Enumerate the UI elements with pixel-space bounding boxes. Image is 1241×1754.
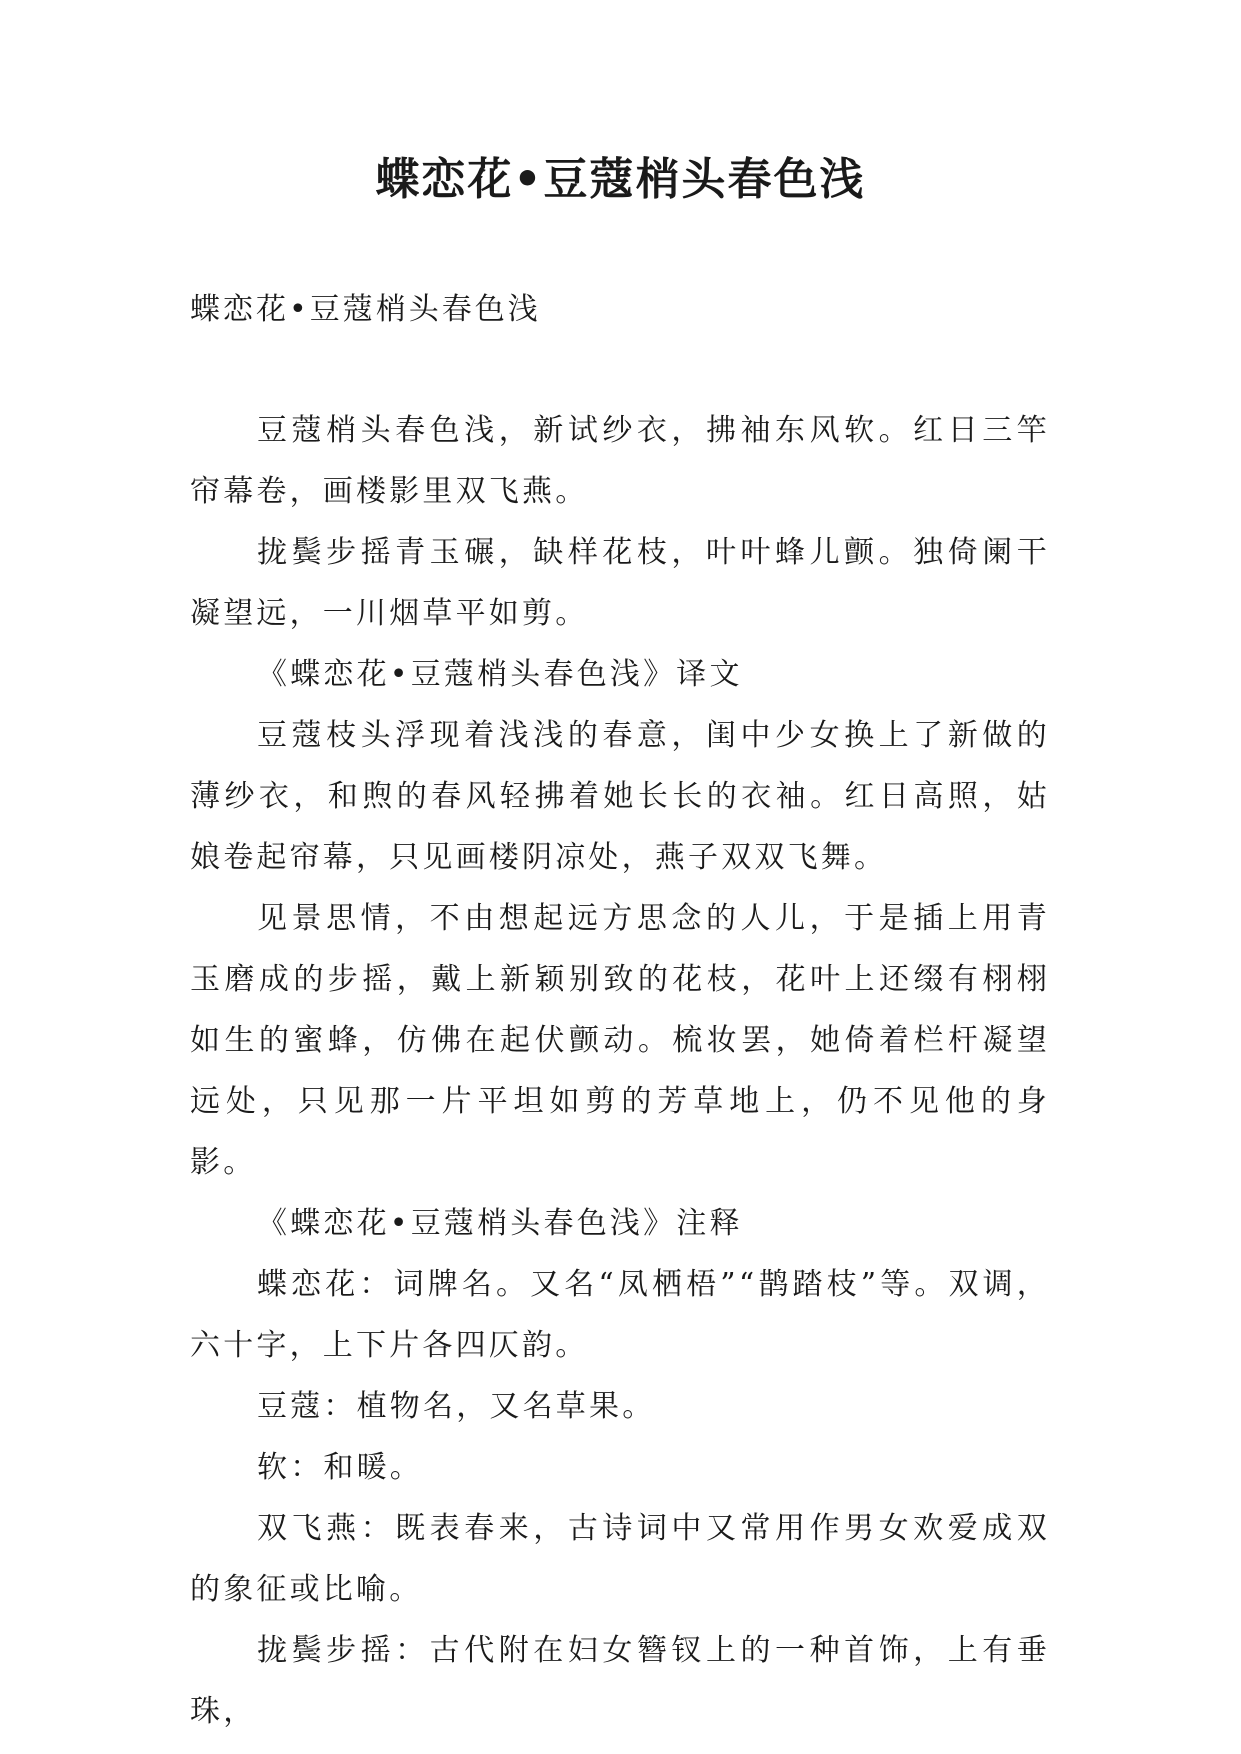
translation-paragraph-1: 豆蔻枝头浮现着浅浅的春意，闺中少女换上了新做的薄纱衣，和煦的春风轻拂着她长长的衣袖。红日高照，姑娘卷起帘幕，只见画楼阴凉处，燕子双双飞舞。 <box>190 718 1050 875</box>
notes-heading: 《蝶恋花•豆蔻梢头春色浅》注释 <box>257 1206 743 1241</box>
note-ruan: 软：和暖。 <box>257 1450 423 1485</box>
translation-paragraph-2: 见景思情，不由想起远方思念的人儿，于是插上用青玉磨成的步摇，戴上新颖别致的花枝，花叶上还缀有栩栩如生的蜜蜂，仿佛在起伏颤动。梳妆罢，她倚着栏杆凝望远处，只见那一片平坦如剪的芳草地上，仍不见他的身影。 <box>190 901 1050 1180</box>
note-die-lian-hua: 蝶恋花：词牌名。又名“凤栖梧”“鹊踏枝”等。双调，六十字，上下片各四仄韵。 <box>190 1267 1050 1363</box>
document-title: 蝶恋花•豆蔻梢头春色浅 <box>375 154 866 205</box>
note-long-bin-bu-yao: 拢鬓步摇：古代附在妇女簪钗上的一种首饰，上有垂珠， <box>190 1633 1050 1729</box>
note-shuang-fei-yan: 双飞燕：既表春来，古诗词中又常用作男女欢爱成双的象征或比喻。 <box>190 1511 1050 1607</box>
translation-heading: 《蝶恋花•豆蔻梢头春色浅》译文 <box>257 657 743 692</box>
poem-stanza-1: 豆蔻梢头春色浅，新试纱衣，拂袖东风软。红日三竿帘幕卷，画楼影里双飞燕。 <box>190 413 1050 509</box>
document-body <box>190 400 1050 1742</box>
poem-stanza-2: 拢鬓步摇青玉碾，缺样花枝，叶叶蜂儿颤。独倚阑干凝望远，一川烟草平如剪。 <box>190 535 1050 631</box>
note-dou-kou: 豆蔻：植物名，又名草果。 <box>257 1389 656 1424</box>
document-subtitle: 蝶恋花•豆蔻梢头春色浅 <box>190 292 541 327</box>
